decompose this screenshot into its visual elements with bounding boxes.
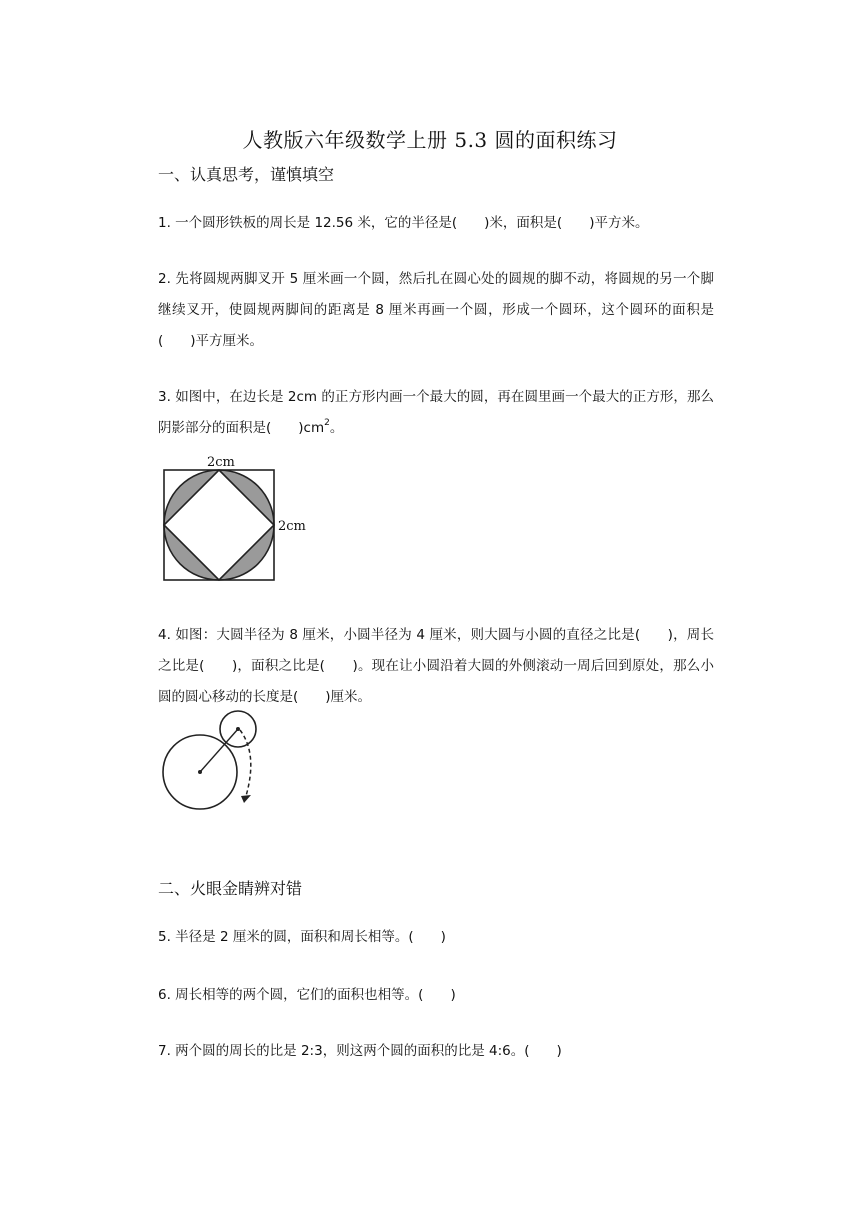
square-circle-figure: [150, 448, 320, 590]
question-6-text: 6. 周长相等的两个圆，它们的面积也相等。( ): [158, 987, 456, 1003]
question-7-text: 7. 两个圆的周长的比是 2:3，则这两个圆的面积的比是 4:6。( ): [158, 1043, 562, 1059]
section-heading-fill-blank: 一、认真思考，谨慎填空: [158, 165, 335, 184]
question-2: [158, 264, 714, 357]
question-4-text: 4. 如图：大圆半径为 8 厘米，小圆半径为 4 厘米，则大圆与小圆的直径之比是( )，周长之比是( )，面积之比是( )。现在让小圆沿着大圆的外侧滚动一周后回到原处，那么小圆的圆心移动的长度是( )厘米。: [158, 627, 714, 705]
question-4: [158, 620, 714, 713]
rolling-path-arrow-icon: [241, 795, 251, 803]
rolling-circles-figure: [154, 704, 274, 818]
section-heading-true-false: 二、火眼金睛辨对错: [158, 879, 303, 898]
question-3: [158, 382, 714, 444]
question-3-superscript: 2: [324, 418, 330, 428]
right-side-label: 2cm: [278, 519, 306, 534]
small-center-dot: [236, 727, 240, 731]
top-side-label: 2cm: [207, 455, 235, 470]
question-5: [158, 922, 714, 953]
question-7: [158, 1036, 714, 1067]
rolling-path-dashed: [240, 730, 251, 796]
big-center-dot: [198, 770, 202, 774]
question-1-text: 1. 一个圆形铁板的周长是 12.56 米，它的半径是( )米，面积是( )平方米。: [158, 215, 649, 231]
question-3-end: 。: [329, 420, 344, 436]
question-2-text: 2. 先将圆规两脚叉开 5 厘米画一个圆，然后扎在圆心处的圆规的脚不动，将圆规的另一个脚继续叉开，使圆规两脚间的距离是 8 厘米再画一个圆，形成一个圆环，这个圆环的面积是( )平方厘米。: [158, 271, 714, 349]
question-3-text: 3. 如图中，在边长是 2cm 的正方形内画一个最大的圆，再在圆里画一个最大的正方形，那么阴影部分的面积是( )cm: [158, 389, 714, 436]
question-5-text: 5. 半径是 2 厘米的圆，面积和周长相等。( ): [158, 929, 446, 945]
question-6: [158, 980, 714, 1011]
question-1: [158, 208, 714, 239]
page-title: 人教版六年级数学上册 5.3 圆的面积练习: [242, 128, 618, 152]
